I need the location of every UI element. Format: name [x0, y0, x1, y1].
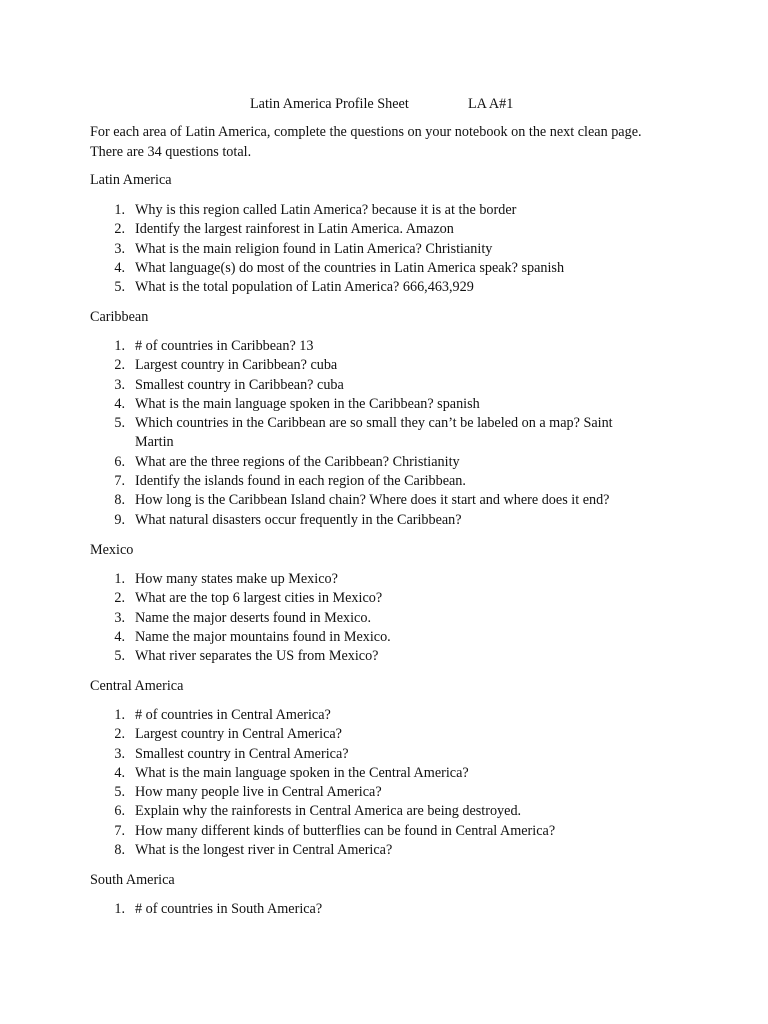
item-text: What is the main language spoken in the Central America? — [135, 764, 469, 781]
list-item — [90, 472, 660, 491]
section-heading-south-america: South America — [90, 872, 175, 888]
list-item — [90, 414, 660, 453]
list-item — [90, 900, 660, 919]
list-item — [90, 491, 660, 510]
page-title: Latin America Profile Sheet — [250, 96, 409, 112]
item-text: What are the top 6 largest cities in Mexico? — [135, 590, 383, 607]
list-item — [90, 220, 660, 239]
item-text: Smallest country in Caribbean? cuba — [135, 376, 344, 393]
item-text: Which countries in the Caribbean are so small they can’t be labeled on a map? Saint — [135, 415, 613, 432]
item-text: Name the major mountains found in Mexico. — [135, 628, 391, 645]
item-number: 3. — [114, 609, 125, 626]
instructions — [90, 122, 690, 162]
list-item — [90, 570, 660, 589]
list-item — [90, 783, 660, 802]
item-number: 4. — [114, 628, 125, 645]
list-item — [90, 822, 660, 841]
list-item — [90, 337, 660, 356]
item-number: 3. — [114, 240, 125, 257]
item-number: 6. — [114, 453, 125, 470]
question-list-latin-america — [90, 201, 660, 297]
list-item — [90, 725, 660, 744]
instructions-line-1: For each area of Latin America, complete the questions on your notebook on the next clean page. — [90, 124, 642, 140]
item-text: What is the main religion found in Latin America? Christianity — [135, 240, 493, 257]
item-number: 2. — [114, 590, 125, 607]
question-list-central-america — [90, 706, 660, 860]
section-heading-latin-america: Latin America — [90, 172, 172, 188]
question-list-mexico — [90, 570, 660, 666]
item-number: 1. — [114, 901, 125, 917]
item-number: 2. — [114, 221, 125, 238]
list-item — [90, 376, 660, 395]
item-text: How long is the Caribbean Island chain? Where does it start and where does it end? — [135, 492, 610, 509]
item-number: 7. — [114, 473, 125, 490]
item-text: Smallest country in Central America? — [135, 745, 349, 762]
list-item — [90, 453, 660, 472]
item-text: What is the total population of Latin America? 666,463,929 — [135, 279, 474, 296]
list-item — [90, 356, 660, 375]
list-item — [90, 647, 660, 666]
item-text: What river separates the US from Mexico? — [135, 648, 379, 665]
question-list-caribbean — [90, 337, 660, 530]
item-text: What are the three regions of the Caribbean? Christianity — [135, 453, 460, 470]
list-item — [90, 589, 660, 608]
item-text: What is the longest river in Central America? — [135, 842, 393, 859]
item-text: # of countries in Caribbean? 13 — [135, 338, 314, 354]
item-number: 2. — [114, 357, 125, 374]
item-text: Largest country in Caribbean? cuba — [135, 357, 338, 374]
list-item — [90, 259, 660, 278]
instructions-line-2: There are 34 questions total. — [90, 144, 252, 160]
item-text: What is the main language spoken in the Caribbean? spanish — [135, 395, 480, 412]
section-heading-mexico: Mexico — [90, 542, 134, 558]
item-number: 5. — [114, 648, 125, 665]
list-item — [90, 609, 660, 628]
item-number: 4. — [114, 395, 125, 412]
item-text: # of countries in South America? — [135, 901, 323, 917]
item-number: 1. — [114, 338, 125, 354]
item-text-continuation: Martin — [135, 434, 174, 451]
list-item — [90, 240, 660, 259]
item-text: What language(s) do most of the countries in Latin America speak? spanish — [135, 259, 565, 276]
title-line — [0, 94, 768, 114]
item-number: 2. — [114, 726, 125, 743]
item-text: How many people live in Central America? — [135, 784, 382, 801]
item-text: Largest country in Central America? — [135, 726, 342, 743]
item-text: Name the major deserts found in Mexico. — [135, 609, 371, 626]
item-text: How many states make up Mexico? — [135, 571, 338, 587]
item-text: Identify the islands found in each region of the Caribbean. — [135, 473, 466, 490]
item-number: 9. — [114, 511, 125, 528]
item-number: 3. — [114, 376, 125, 393]
item-number: 5. — [114, 784, 125, 801]
section-heading-central-america: Central America — [90, 678, 184, 694]
list-item — [90, 395, 660, 414]
list-item — [90, 511, 660, 530]
item-number: 8. — [114, 492, 125, 509]
list-item — [90, 802, 660, 821]
list-item — [90, 764, 660, 783]
list-item — [90, 201, 660, 220]
item-number: 4. — [114, 764, 125, 781]
item-number: 1. — [114, 571, 125, 587]
assignment-code: LA A#1 — [468, 96, 514, 112]
item-number: 5. — [114, 279, 125, 296]
item-text: How many different kinds of butterflies can be found in Central America? — [135, 822, 556, 839]
item-number: 7. — [114, 822, 125, 839]
section-heading-caribbean: Caribbean — [90, 309, 149, 325]
item-number: 4. — [114, 259, 125, 276]
item-number: 3. — [114, 745, 125, 762]
item-number: 1. — [114, 202, 125, 218]
list-item — [90, 278, 660, 297]
item-text: Explain why the rainforests in Central America are being destroyed. — [135, 803, 522, 820]
list-item — [90, 841, 660, 860]
item-text: What natural disasters occur frequently in the Caribbean? — [135, 511, 462, 528]
item-number: 5. — [114, 415, 125, 432]
question-list-south-america — [90, 900, 660, 919]
item-number: 6. — [114, 803, 125, 820]
item-text: # of countries in Central America? — [135, 707, 331, 723]
item-number: 8. — [114, 842, 125, 859]
item-text: Identify the largest rainforest in Latin America. Amazon — [135, 221, 454, 238]
item-number: 1. — [114, 707, 125, 723]
list-item — [90, 706, 660, 725]
list-item — [90, 628, 660, 647]
list-item — [90, 745, 660, 764]
item-text: Why is this region called Latin America? because it is at the border — [135, 202, 517, 218]
